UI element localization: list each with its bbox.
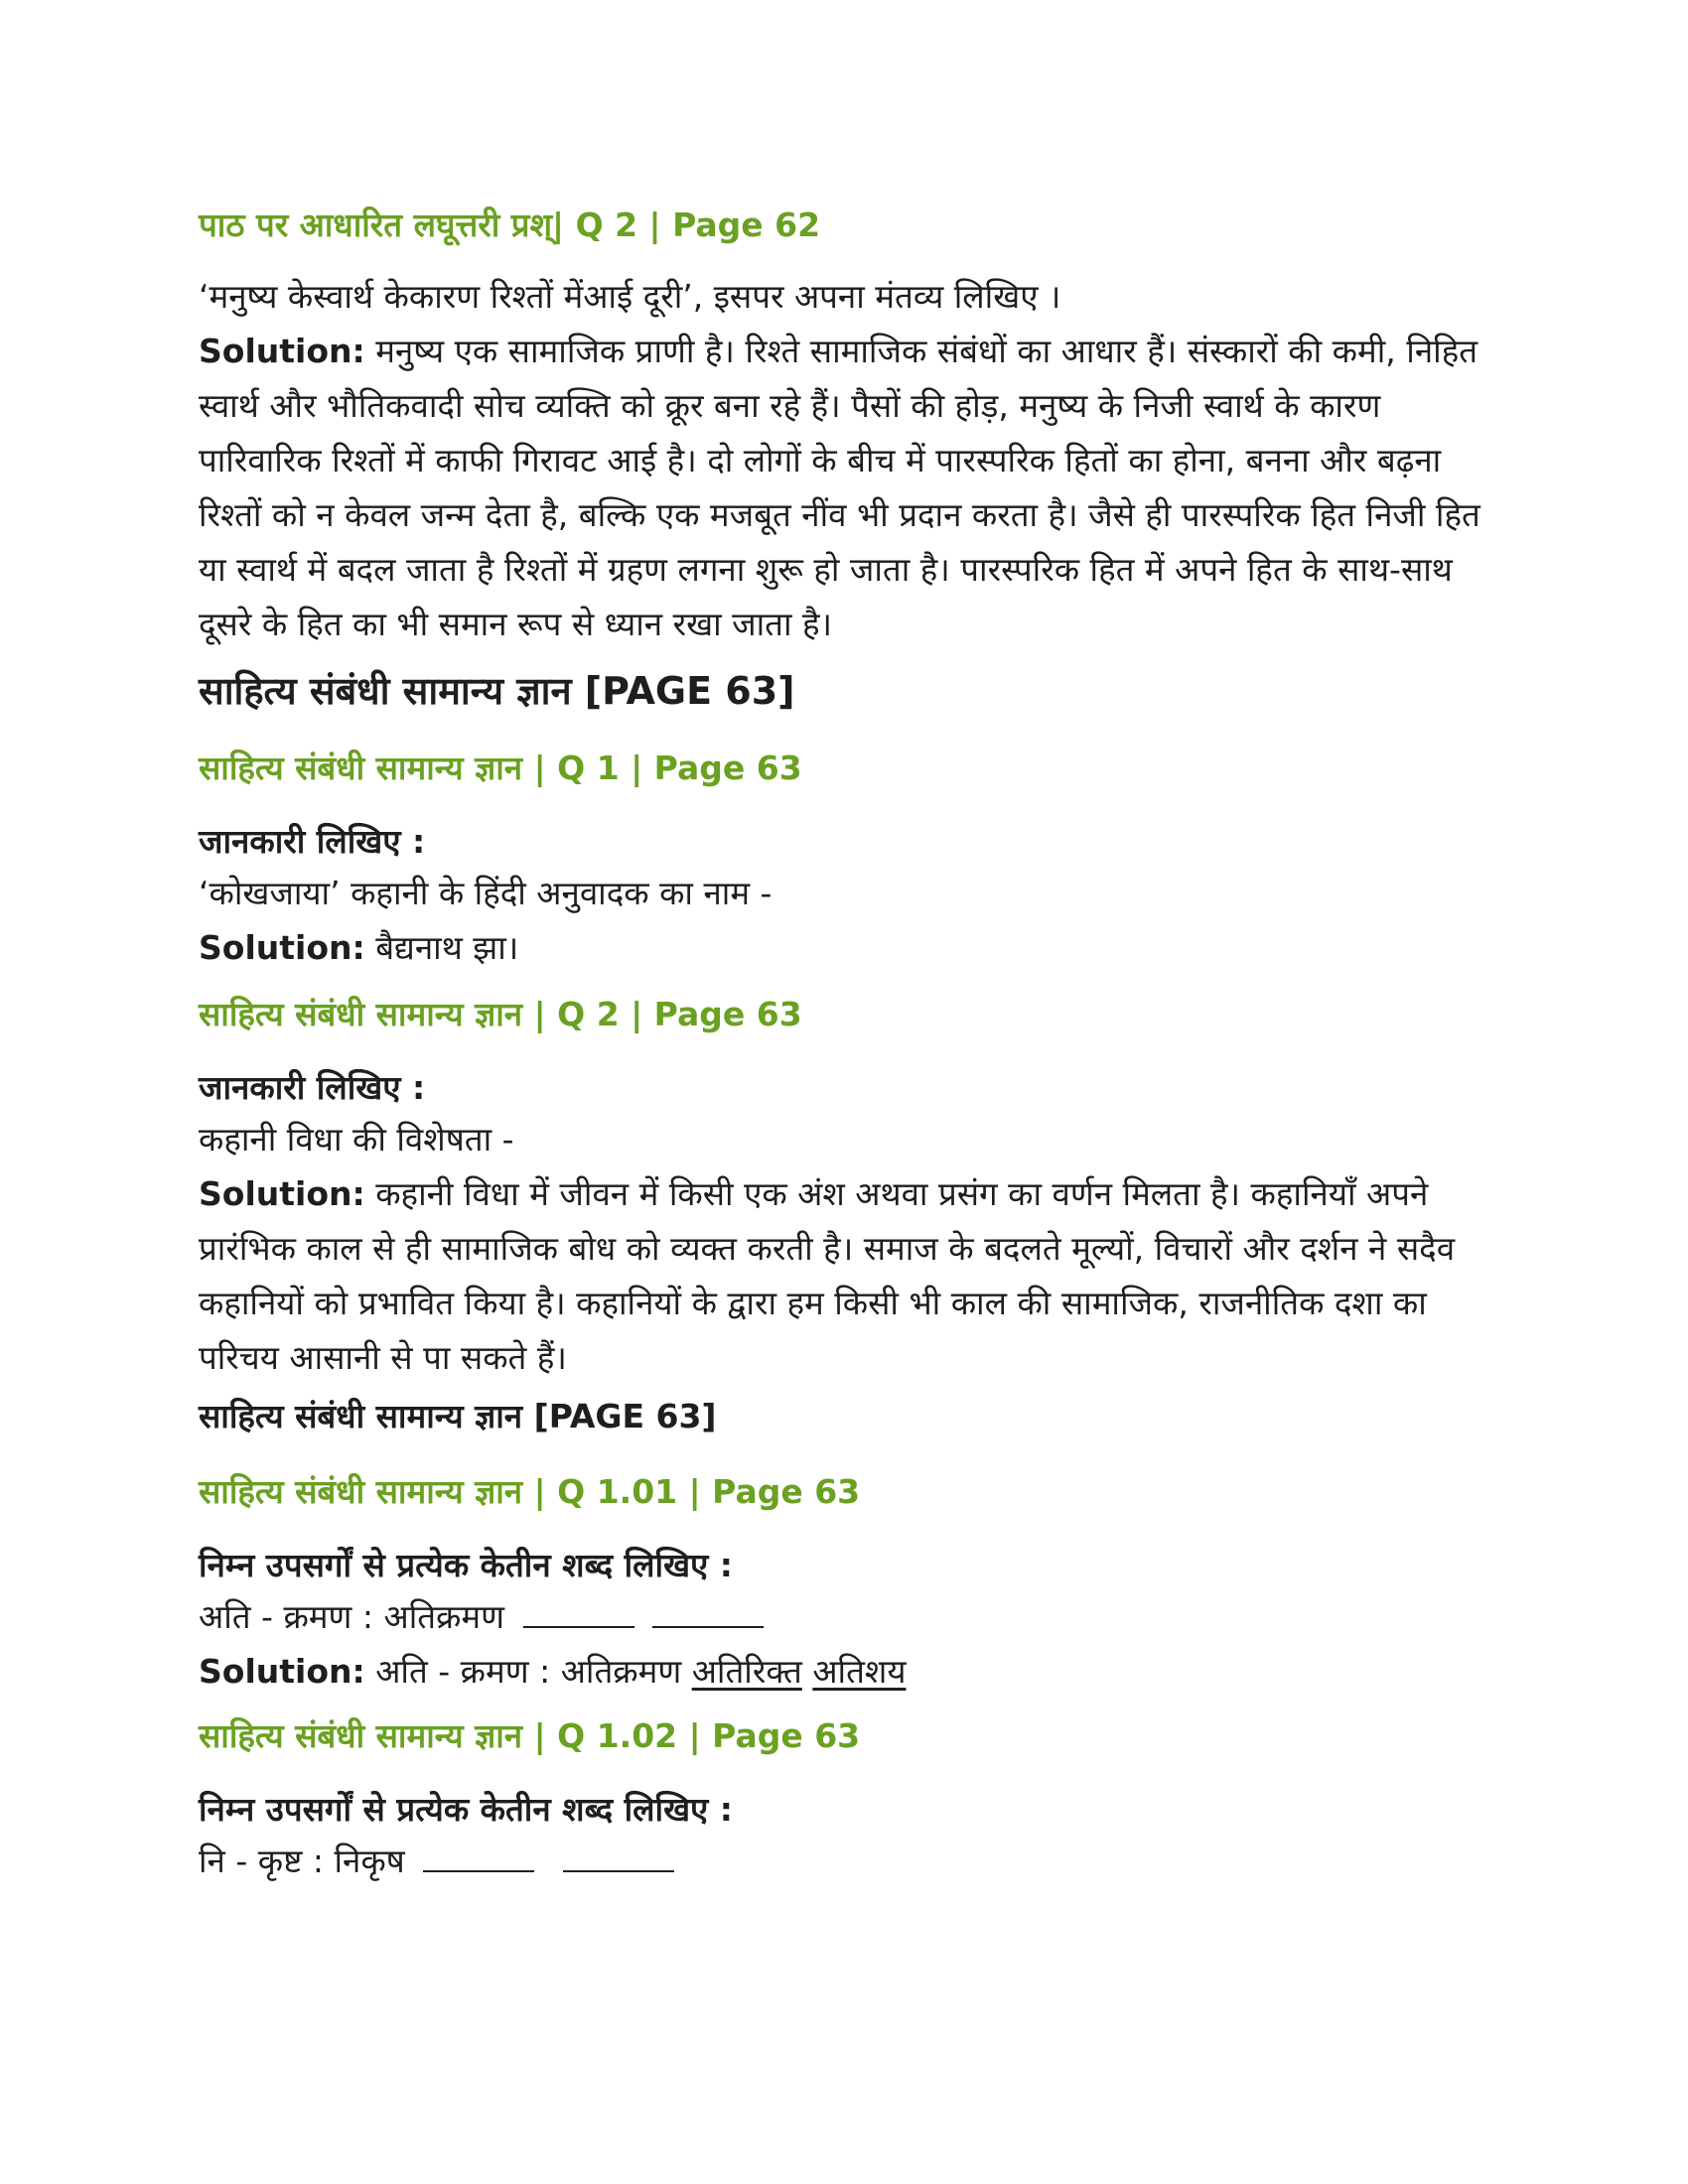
question-heading: साहित्य संबंधी सामान्य ज्ञान | Q 1.01 | Page 63	[199, 1472, 861, 1511]
question-text	[199, 1589, 1489, 1644]
question-text: कहानी विधा की विशेषता -	[199, 1120, 514, 1159]
answer-blank	[523, 1596, 634, 1628]
question-heading: साहित्य संबंधी सामान्य ज्ञान | Q 1.02 | Page 63	[199, 1716, 861, 1755]
solution-label: Solution:	[199, 1174, 365, 1213]
solution-paragraph	[199, 1644, 1489, 1699]
question-text: ‘मनुष्य केस्वार्थ केकारण रिश्तों मेंआई दूरी’, इसपर अपना मंतव्य लिखिए ।	[199, 277, 1061, 316]
solution-text: मनुष्य एक सामाजिक प्राणी है। रिश्ते सामाजिक संबंधों का आधार हैं। संस्कारों की कमी, निहित स्वार्थ और भौतिकवादी सोच व्यक्ति को क्रूर बना रहे हैं। पैसों की होड़, मनुष्य के निजी स्वार्थ के कारण पारिवारिक रिश्तों में काफी गिरावट आई है। दो लोगों के बीच में पारस्परिक हितों का होना, बनना और बढ़ना रिश्तों को न केवल जन्म देता है, बल्कि एक मजबूत नींव भी प्रदान करता है। जैसे ही पारस्परिक हित निजी हित या स्वार्थ में बदल जाता है रिश्तों में ग्रहण लगना शुरू हो जाता है। पारस्परिक हित में अपने हित के साथ-साथ दूसरे के हित का भी समान रूप से ध्यान रखा जाता है।	[199, 332, 1480, 643]
answer-word: अतिशय	[812, 1652, 907, 1691]
section-title: साहित्य संबंधी सामान्य ज्ञान [PAGE 63]	[199, 1397, 717, 1435]
solution-label: Solution:	[199, 1652, 365, 1691]
answer-blank	[423, 1841, 534, 1872]
solution-text: अति - क्रमण : अतिक्रमण	[375, 1652, 682, 1691]
question-prompt: जानकारी लिखिए :	[199, 1068, 426, 1107]
question-heading: पाठ पर आधारित लघूत्तरी प्रश्| Q 2 | Page 62	[199, 205, 821, 244]
question-prompt: जानकारी लिखिए :	[199, 822, 426, 861]
question-word: नि - कृष्ट : निकृष	[199, 1842, 405, 1880]
question-word: अति - क्रमण : अतिक्रमण	[199, 1597, 504, 1636]
answer-blank	[563, 1841, 674, 1872]
question-heading: साहित्य संबंधी सामान्य ज्ञान | Q 1 | Page 63	[199, 749, 802, 787]
solution-text: कहानी विधा में जीवन में किसी एक अंश अथवा प्रसंग का वर्णन मिलता है। कहानियाँ अपने प्रारंभिक काल से ही सामाजिक बोध को व्यक्त करती है। समाज के बदलते मूल्यों, विचारों और दर्शन ने सदैव कहानियों को प्रभावित किया है। कहानियों के द्वारा हम किसी भी काल की सामाजिक, राजनीतिक दशा का परिचय आसानी से पा सकते हैं।	[199, 1174, 1456, 1377]
solution-paragraph	[199, 1166, 1489, 1385]
question-heading: साहित्य संबंधी सामान्य ज्ञान | Q 2 | Page 63	[199, 995, 802, 1033]
answer-word: अतिरिक्त	[691, 1652, 802, 1691]
answer-blank	[652, 1596, 764, 1628]
question-text	[199, 1834, 1489, 1888]
document-page	[199, 204, 1489, 1888]
section-title: साहित्य संबंधी सामान्य ज्ञान [PAGE 63]	[199, 669, 795, 713]
question-prompt: निम्न उपसर्गों से प्रत्येक केतीन शब्द लिखिए :	[199, 1546, 733, 1584]
solution-paragraph	[199, 920, 1489, 975]
question-prompt: निम्न उपसर्गों से प्रत्येक केतीन शब्द लिखिए :	[199, 1790, 733, 1829]
solution-label: Solution:	[199, 928, 365, 967]
solution-paragraph	[199, 324, 1489, 651]
question-text: ‘कोखजाया’ कहानी के हिंदी अनुवादक का नाम -	[199, 874, 773, 912]
solution-label: Solution:	[199, 332, 365, 370]
solution-text: बैद्यनाथ झा।	[375, 928, 519, 967]
